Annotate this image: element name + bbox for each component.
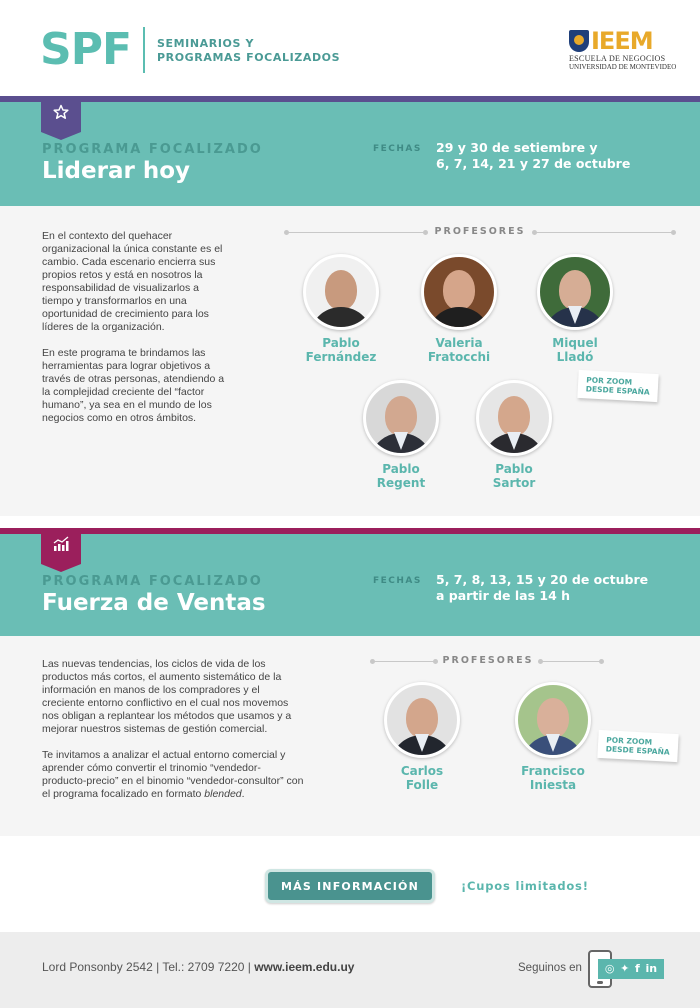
program1-dates-line1: 29 y 30 de setiembre y — [436, 140, 598, 155]
program2-badge — [41, 528, 81, 564]
avatar — [537, 254, 613, 330]
program1-band — [0, 102, 700, 206]
professor-card[interactable] — [404, 254, 514, 364]
zoom-tag — [597, 730, 678, 762]
subtitle-line2: PROGRAMAS FOCALIZADOS — [157, 51, 341, 64]
professors-rule-right — [540, 661, 602, 662]
ieem-university: UNIVERSIDAD DE MONTEVIDEO — [569, 63, 677, 71]
professor-name — [520, 336, 630, 364]
zoom-line1: POR ZOOM — [606, 735, 653, 747]
ieem-logo[interactable] — [567, 27, 677, 74]
program2-dates — [436, 572, 648, 604]
program1-desc-p2: En este programa te brindamos las herramientas para lograr objetivos a través de otras personas, atendiendo a la complejidad creciente del “factor humano”, ya sea en el mundo de los negocios como en otros ámbitos. — [42, 347, 225, 424]
header — [0, 0, 700, 96]
desc-p2-text: Te invitamos a analizar el actual entorno comercial y aprender cómo convertir el trinomio “vendedor-producto-precio” en el binomio “vendedor-consultor” con el programa focalizado en formato — [42, 749, 304, 800]
program2-desc-p1: Las nuevas tendencias, los ciclos de vida de los productos más cortos, el aumento sistemático de la información en manos de los compradores y el creciente entorno conflictivo en el cual nos movemos nos obligan a replantear los métodos que usamos y a mejorar nuestros sistemas de gestión comercial. — [42, 658, 292, 735]
professor-last-name: Iniesta — [529, 778, 577, 792]
program2-fechas-label: FECHAS — [373, 576, 422, 586]
professor-last-name: Fernández — [305, 350, 377, 364]
program2-professors-label: PROFESORES — [442, 655, 534, 666]
professor-name — [404, 336, 514, 364]
professor-name — [459, 462, 569, 490]
professor-name — [286, 336, 396, 364]
professor-first-name: Carlos — [400, 764, 444, 778]
footer-web-link[interactable]: www.ieem.edu.uy — [254, 960, 355, 974]
avatar — [476, 380, 552, 456]
spf-logo[interactable]: SPF — [40, 24, 131, 75]
professor-last-name: Fratocchi — [427, 350, 491, 364]
footer-sep: | — [156, 960, 163, 974]
instagram-icon[interactable]: ◎ — [604, 962, 615, 975]
program1-content — [0, 206, 700, 516]
spf-subtitle — [157, 37, 340, 65]
program2-title: Fuerza de Ventas — [42, 590, 266, 616]
program1-description — [42, 230, 232, 438]
ieem-wordmark: IEEM — [591, 27, 653, 55]
professor-card[interactable] — [346, 380, 456, 490]
footer-address: Lord Ponsonby 2542 — [42, 960, 153, 974]
footer-phone[interactable]: Tel.: 2709 7220 — [162, 960, 245, 974]
follow-label: Seguinos en — [518, 962, 582, 974]
twitter-icon[interactable]: ✦ — [620, 962, 630, 975]
program1-desc-p1: En el contexto del quehacer organizacional la única constante es el cambio. Cada escenario encierra sus propios retos y está en nosotros la responsabilidad de visualizarlos a tiempo y transformarlos en una oportunidad de crecimiento para los líderes de la organización. — [42, 230, 223, 333]
program1-kicker: PROGRAMA FOCALIZADO — [42, 142, 263, 157]
program2-desc-p2 — [42, 749, 304, 801]
desc-p2-emphasis: blended — [204, 788, 242, 800]
footer-contact — [42, 960, 354, 974]
program2-content — [0, 636, 700, 836]
subtitle-line1: SEMINARIOS Y — [157, 37, 255, 50]
zoom-line2: DESDE ESPAÑA — [585, 384, 650, 397]
more-info-button[interactable]: MÁS INFORMACIÓN — [265, 869, 435, 903]
logo-divider — [143, 27, 145, 73]
avatar — [363, 380, 439, 456]
program1-dates — [436, 140, 630, 172]
program2-description — [42, 658, 304, 814]
star-icon — [53, 104, 69, 120]
ieem-school: ESCUELA DE NEGOCIOS — [569, 54, 666, 63]
professor-name — [498, 764, 608, 792]
professor-first-name: Miquel — [552, 336, 598, 350]
professor-name — [346, 462, 456, 490]
professor-card[interactable] — [498, 682, 608, 792]
avatar — [515, 682, 591, 758]
professor-last-name: Lladó — [556, 350, 594, 364]
limited-spots-note: ¡Cupos limitados! — [461, 879, 589, 893]
zoom-line2: DESDE ESPAÑA — [605, 744, 670, 757]
program2-dates-line2: a partir de las 14 h — [436, 588, 571, 603]
avatar — [303, 254, 379, 330]
zoom-tag — [577, 370, 658, 402]
cta-area — [0, 836, 700, 932]
professors-rule-left — [286, 232, 426, 233]
professor-last-name: Regent — [376, 476, 426, 490]
avatar — [384, 682, 460, 758]
linkedin-icon[interactable]: in — [645, 962, 658, 975]
professor-card[interactable] — [286, 254, 396, 364]
professor-card[interactable] — [520, 254, 630, 364]
professor-first-name: Valeria — [435, 336, 483, 350]
desc-p2-end: . — [241, 788, 245, 800]
professor-name — [367, 764, 477, 792]
professor-first-name: Pablo — [382, 462, 420, 476]
program1-badge — [41, 96, 81, 132]
zoom-line1: POR ZOOM — [586, 375, 633, 387]
shield-icon — [569, 30, 589, 52]
program1-professors-label: PROFESORES — [434, 226, 526, 237]
professors-rule-left — [372, 661, 436, 662]
program1-dates-line2: 6, 7, 14, 21 y 27 de octubre — [436, 156, 631, 171]
program2-band — [0, 534, 700, 636]
professor-first-name: Francisco — [521, 764, 585, 778]
social-links — [598, 959, 664, 979]
facebook-icon[interactable]: f — [635, 962, 640, 975]
professors-rule-right — [534, 232, 674, 233]
professor-card[interactable] — [367, 682, 477, 792]
professor-last-name: Sartor — [492, 476, 536, 490]
footer-sep: | — [247, 960, 255, 974]
growth-chart-icon — [52, 536, 70, 552]
program2-dates-line1: 5, 7, 8, 13, 15 y 20 de octubre — [436, 572, 649, 587]
professor-card[interactable] — [459, 380, 569, 490]
program1-title: Liderar hoy — [42, 158, 190, 184]
footer — [0, 932, 700, 1008]
professor-first-name: Pablo — [322, 336, 360, 350]
avatar — [421, 254, 497, 330]
professor-first-name: Pablo — [495, 462, 533, 476]
program2-kicker: PROGRAMA FOCALIZADO — [42, 574, 263, 589]
professor-last-name: Folle — [405, 778, 439, 792]
program1-fechas-label: FECHAS — [373, 144, 422, 154]
